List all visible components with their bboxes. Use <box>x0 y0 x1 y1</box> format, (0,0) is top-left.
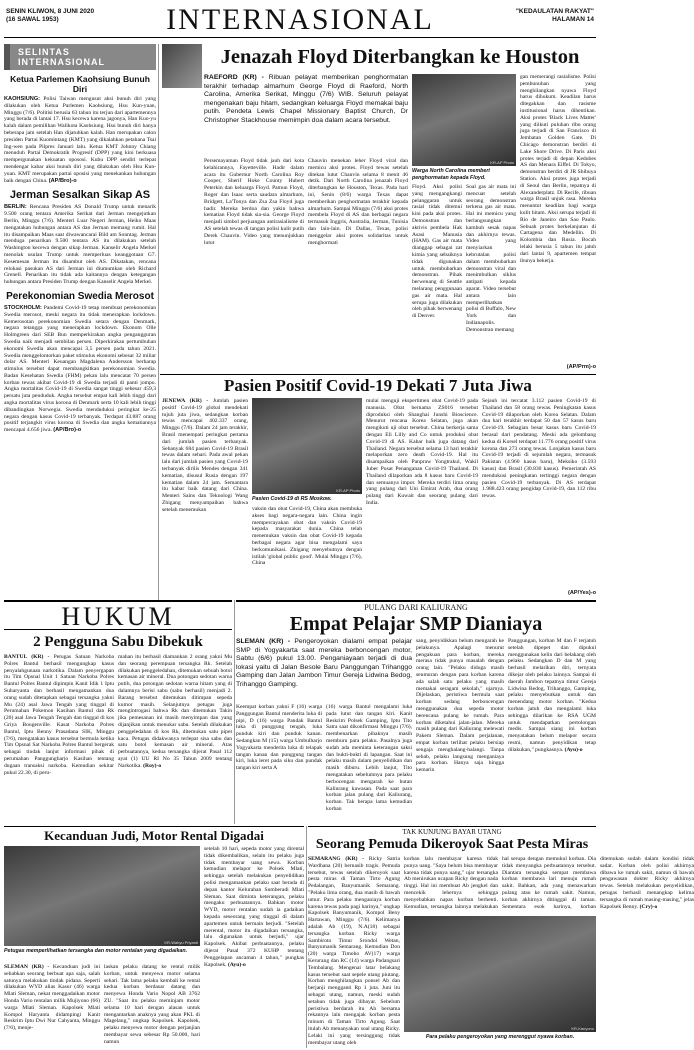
floyd-col-5: gan memerangi rasialisme. Polisi pembunuhan yang menghilangkan nyawa Floyd harus dihukum. Keadilan harus ditegakkan dan rasisme institusional harus dihentikan. Aksi protes 'Black Lives Matter' yang diikuti puluhan ribu orang juga terjadi di San Francisco di Jembatan Golden Gate. Di Chicago demonstran berdiri di Lake Shore Drive. Di Paris aksi protes terjadi di depan Kedubes AS dan Menara Eiffel. Di Tokyo, demonstran berdiri di JR Shibuya Station. Aksi protes juga terjadi di Seoul dan Berlin, tepatnya di Alexanderplatz. Di Recife, ribuan warga Brasil unjuk rasa. Mereka menuntut keadilan bagi warga kulit hitam. Aksi serupa terjadi di Rio de Janeiro dan Sao Paulo. Sebuah protes berkelanjutan di Cartagena dan Medellin. Di Kolombia dan Rusia. Bocah lelaki berusia 5 tahun itu jatuh dari lantai 9, apartemen tempat ibunya bekerja. <box>520 74 596 264</box>
miras-col-1: SEMARANG (KR) - Ricky Satria Wardhana (20) bernasib tragis. Pemuda tersebut, tewas setelah dikeroyok saat pesta miras di Taman Tirto Agung Pedalangan, Banyumanik Semarang. "Pelaku lima orang, dua masih di bawah umur. Para pelaku menganiaya korban karena tewas pada pagi harinya," ungkap Kapolsek Banyumanik, Kompol Beny Hartawan, Minggu (7/6). Kelimanya adalah Ab (19), N.A(18) sebagai tersangka korban Ricky warga Sambiroto Timur Srondol Wetan, Banyumanik Semarang. Kemudian Don (20) warga Timoho AV(17) warga Kerurang dan RC (14) warga Padangsari Tembalang. Mengenai latar belakang kasus tersebut saat sepele utang piutang. Korban menghilangkan ponsel Ab dan berjanji mengganti Rp 1 juta. Juni itu sebagai utang, namun, meski sudah setahun tidak juga dibayar. Sebelum peristiwa berdarah itu Ab bersama rekannya lain mengajak korban pesta minum di Taman Tirto Agung. Saat itulah Ab menanyakan soal utang Ricky. Lelaki ini yang tersinggung tidak membayar utang oleh <box>308 856 400 1046</box>
floyd-thumb-photo <box>162 44 202 88</box>
miras-headline: Seorang Pemuda Dikeroyok Saat Pesta Miras <box>315 837 589 852</box>
column-rule <box>158 44 159 600</box>
selintas-label: SELINTAS INTERNASIONAL <box>18 47 105 67</box>
covid-photo <box>252 398 362 494</box>
judi-caption: Petugas memperlihatkan tersangka dan motor rentalan yang digadaikan. <box>4 948 188 954</box>
smp-col-4: Panggungan, korban M dan F terjatuh setelah dipepet dan dipukul menggunakan kelin dari belakang oleh pelaku. Sedangkan D dan M yang berhasil melarikan diri, ternyata dikejar oleh pelaku lainnya. Sampai di daerah Jambon tepatnya timur Gereja Lidwina Bedog, Trihanggo, Gamping, pelaku menyebutkan untuk dan menendang motor korban. "Kedua korban jatuh dan mengalami luka sehingga dilarikan ke RSA UGM untuk mendapatkan pertolongan medis. Sampai siang ini korban menyatakan belum melapor secara resmi, namun penyidikan tetap dilakukan," pungkasnya. (Ayu)-o <box>508 638 596 753</box>
selintas-sidebar <box>4 44 156 600</box>
floyd-col-4: Soal gas air mata ini mencuat setelah seorang demonstran terkena gas air mata. Hal ini memicu yang berlangsungkan kambuh sesak napas dan akhirnya tewas. Video yang menyiarkan kebrutalan polisi dalam membubarkan demonstran viral dan menimbulkan siklus antipati kepada aparat. Video tersebut antara lain memperlihatkan polisi di Buffalo, New York dan Indianapolis. Demonstran memang <box>466 184 516 333</box>
floyd-headline: Jenazah Floyd Diterbangkan ke Houston <box>220 46 580 68</box>
issue-date: SENIN KLIWON, 8 JUNI 2020 (16 SAWAL 1953) <box>6 8 95 23</box>
judi-headline: Kecanduan Judi, Motor Rental Digadai <box>4 826 304 845</box>
selintas-banner <box>4 44 156 70</box>
sabu-col-2: mahan itu berhasil diamankan 2 orang yakni Mu dan seorang perempuan tersangka Rk. Setelah dilakukan penggeledahan, ditemukan sebuah botol kemasan air mineral. Dua potongan sedotan warna putih, dua potongan sedotan warna hitam yang di dalamnya berisi sabu (sabu berhasil) menjadi 2. Barang tersebut ditemukan ditimpan sepeda kumor masih. Selanjutnya petugas juga mengintrogasi bahwa Rk dan ditemukan Takin jika pemesanan ini masih menyimpan dan yang dijanjikan untuk menukar sabu. Setelah dilakukan penggeledahan di kos Rk, ditemukan satu pipet kaca. Petugas didakwanya terlepat sisa sabu dan satu botol kemasan air mineral. Atas perbuatannya, kedua tersangka dijerat Pasal 112 ayat (1) UU RI No 35 Tahun 2009 tentang Narkotika. (Roy)-o <box>118 654 232 769</box>
paper-info: "KEDAULATAN RAKYAT" HALAMAN 14 <box>515 8 594 23</box>
column-rule <box>306 826 307 1048</box>
judi-photo <box>4 846 200 946</box>
photo-credit: KR-AP Photo <box>490 160 514 165</box>
smp-col-3: sang, penyidikkan belum mengarah ke pelakunya. Apalagi menurut pengakuan para korban, mereka merasa tidak punya masalah dengan orang lain. "Pelaku diduga masih seumuran dengan para korban karena ada salah satu pelaku yang masih memakai seragam sekolah," ujarnya. Dijelaskan, peristiwa bermula saat korban sedang berboncengan menggunakan dua sepeda motor berencana pulang ke rumah. Para korban diketahui jalan-jalan. Mereka masih pulang dari Kaliurang melewati Pakem Sleman. Dalam perjalanan, empat korban terlihat pelaku bersiap sengaja menghalang-halangi. Tanpa sebab, pelaku langsung menganiaya para korban. Hanya saja hingga kemarin <box>416 638 504 774</box>
covid-col-2: vaksin dan obat Covid-19, China akan membuka akses bagi negara-negara lain. China ingin mempercayakan obat dan vaksin Covid-19 kepada masyarakat dunia. China telah menemukan vaksin dan obat Covid-19 kepada berbagai negara agar bisa mengalami saya berkomunikasi. Zhigang menyebutnya dengan istilah 'global public good'. Mulai Minggu (7/6), China <box>252 506 362 567</box>
smp-col-2: (16) warga Bantul mengalami luka pada lutut dan tangan kiri. Kanit Reskrim Polsek Gamping, Iptu Tito Satra saat dikonfirmasi Minggu (7/6), membenarkan pihaknya masih memburu para pelaku. Pasalnya juga sudah ada meminta keterangan saksi dan bukti-bukti di lapangan. Saat ini pelaku masih dalam penyelidikan dan masih diburu. Lebih lanjut, Tito mengatakan sebelumnya para pelaku berbocengan mengarah ke hutan Kaliurang kawasan. Pada saat para korban jalan pulang dari Kaliurang, korban. Tak berapa lama kemudian korban <box>326 704 412 812</box>
smp-lead: SLEMAN (KR) - Pengeroyokan dialami empat pelajar SMP di Yogyakarta saat mereka berboncengan motor, Sabtu (6/6) pukul 13.00. Penganiayaan terjadi di dua lokasi yaitu di Jalan Besole Baru Panggungan Trihanggo Gamping dan Jalan Jambon Timur Gereja Lidwina Bedog, Trihanggo Gamping. <box>236 638 412 688</box>
hukum-section-title: HUKUM <box>4 600 232 630</box>
smp-headline: Empat Pelajar SMP Dianiaya <box>289 613 543 635</box>
covid-col-4: Sejauh ini tercatat 3.112 pasien Covid-19 di Thailand dan 58 orang tewas. Peningkatan kasus Covid-19 dilaporkan oleh Korea Selatan. Dalam dua hari terakhir terdapat 50 dan 57 kasus baru Covid-19. Sebagian besar kasus baru Covid-19 berasal dari pendatang. Meski ada gelombang kedua di Korsel terdapat 11.776 orang positif virus korona dan 273 orang tewas. Lonjakan kasus baru Covid-19 terjadi di sejumlah negara, termasuk Pakistan (4.960 kasus baru), Meksiko (3.593 kasus) dan Brasil (30.830 kasus). Pemerintah AS mendukusi peningkatan tertinggi negara dengan pasien Covid-19 terbanyak. Di AS terdapat 1.988.423 orang pengidap Covid-19, dan 112 ribu tewas. <box>482 398 596 500</box>
miras-kicker: TAK KUNJUNG BAYAR UTANG <box>308 826 596 837</box>
covid-col-1: JENEWA (KR) - Jumlah pasien positif Covid-19 global mendekati tujuh juta jiwa, sedangkan korban tewas mencapai 402.337 orang, Minggu (7/6). Dalam 24 jam terakhir, Brasil menempati peringkat pertama dari jumlah pasien terbanyak. Sebanyak 684 pasien Covid-19 Brasil tewas dalam sehari. Pada awal pekan lalu dari jumlah pasien yang Covid-19 terbanyak dirilis Mendes dengan 341 kematian, disusul Rusia dengan 197 kematian dalam 24 jam. Semantara itu kabar baik datang dari China. Menteri Sains dan Teknologi Wang Zhigang menyampaikan bahwa setelah menemukan <box>162 398 248 513</box>
brief-body: STOCKHOLM: Pandemi Covid-19 tetap membuat perekonomian Swedia merosot, meski negara itu tidak menerapkan lockdown. Kemerosotan perekonomian Swedia setara dengan Denmark, negara tetangga yang menerapkan lockdown. Ekonom Olle Holmgreen dari SEB Bun memperkirakan angka pengangguran Swedia naik menjadi sembilan persen. Diperkirakan pertumbuhan ekonomi Swedia akan mencapai 3,5 persen pada tahun 2021. Swedia menggelontorkan paket stimulus ekonomi sebesar 32 miliar dolar AS. Menteri Keuangan Magdalena Andersson berharap stimulus tersebut dapat membangkitkan perekonomian Swedia. Badan Kesehatan Swedia (FHM) pekan lalu mencatat 70 persen korban tewas akibat Covid-19 di Swedia terjadi di panti jompo. Angka mortalitas Covid-19 di Swedia sangat tinggi sebesar 459,3 persatu juta penduduk. Angka tersebut empat kali lebih tinggi dari angka mortalitas virus korona di Denmark serta 10 kali lebih tinggi dibandingkan Norwegia. Swedia mendudukui peringkat ke-25 negara dengan kasus Covid-19 terbanyak. Terdapat 43.887 orang positif terjangkit virus korona di Swedia dan angka kematiannya mencapai 4.656 jiwa. (AP/Bro)-o <box>4 304 156 434</box>
miras-photo <box>404 916 596 1032</box>
smp-kicker: PULANG DARI KALIURANG <box>236 600 596 613</box>
column-rule <box>234 600 235 824</box>
section-title: INTERNASIONAL <box>166 3 434 36</box>
brief-title: Perekonomian Swedia Merosot <box>6 290 154 302</box>
floyd-col-3: Floyd. Aksi polisi yang mengangkangi pelanggaran untuk rasial tidak ditemui kini pada aksi protes. Demonstran dan aktivis pembela Hak Asasi Manusia (HAM). Gas air mata dianggap sebagai zat kimia yang sebaiknya tidak digunakan untuk membubarkan demonstran. Pihak berwenang di Seattle melarang penggunaan gas air mata. Hal serupa juga dilakukan oleh pihak berwenang di Denver. <box>412 184 462 320</box>
floyd-col-1: Persemayaman Floyd tidak jauh dari kota kelahirannya, Fayetteville. Hadir dalam acara itu Gubernur North Carolina Roy Cooper, Sherif Hoke County Hubert Peterkin dan keluarga Floyd. Pamun Floyd, Roger dan Isaac serta saudara almarhum, Bridgett, La'Tonya dan Zsa Zsa Floyd juga hadir. Mereka berdoa dan yakin bahwa kematian Floyd tidak sia-sia. George Floyd menjadi simbol perjuangan antirasialisme di AS setelah tewas di tangan polisi kulit putih Derek Chauvin. Video yang menunjukkan lutut <box>204 158 304 246</box>
sabu-headline: 2 Pengguna Sabu Dibekuk <box>33 634 203 650</box>
smp-col-1: Keempat korban yakni F (16) warga Panggungan Bantul menderita luka di pipi, D (16) warga Pandak Bantul luka di punggung tengah, luka punduk kiri dan punduk kanan. Sedangkan M (15) warga Umbulharjo Yogyakarta menderita luka di telapak tangan kanan dan punggung tangan kiri, luka leret pada siku dan pundak tangan kiri serta A <box>236 704 322 772</box>
floyd-caption: Warga North Carolina memberi penghormatan kepada Floyd. <box>412 168 490 181</box>
covid-col-3: mulai menguji ekspertimen obat Covid-19 pada manusia. Obat bernama ZS016 tersebut diproduksi oleh Shanghai Junshi Bioscience. Menurut rencana Korea Selatan, juga akan mengikuti uji obat tersebut. China berkerja sama dengan Eli Lilly and Co untuk produksi obat Covid-19 di AS. Kabar baik juga datang dari Thailand. Negara tersebut selama 13 hari terakhir melaporkan zero death Covid-19. Hal itu disampaikan oleh Panpraw Yongtrakul, Wakil Juber Pusat Penanganan Covid-19 Thailand. Di Thailand dilaporkan ada 8 kasus baru Covid-19 dan semuanya impor. Mereka terdiri lima orang yang pulang dari Uni Emirat Arab, dua orang pulang dari Kuwait dan seorang pulang dari India. <box>366 398 478 506</box>
judi-col-3: setelah 10 hari, sepeda motor yang dirental tidak dikembalikan, selain itu pelaku juga tidak membayar uang sewa. Korban kemudian melapor ke Polsek Mlati, sehingga setelah melakukan penyelidikan polisi mengamankan pelaku saat berada di depan kantor Kelurahan Sumberadi Mlati Sleman. Saat diminta keterangan, pelaku mengaku perbuatannya. Bahkan motor WYD, motor rentalan sudah ia gadaikan kepada seseorang yang tinggal di dalam apartemen untuk bermain berjudi. "Setelah merental, motor itu digadaikan tersangka, lalu digunakan untuk berjudi," ujar Kapolsek. Akibat perbuatannya, pelaku dijerat Pasal 372 KUHP tentang Penggelapan ancaman 4 tahun," pungkas Kapolsek. (Ayu)-o <box>204 846 304 968</box>
judi-col-1: SLEMAN (KR) - Kecanduan judi ini sebabkan seorang berbuat apa saja, salah satunya melakukan tindak pidana. Seperti dilakukan WYD alias Kasur (46) warga Mlati Sleman, nekat menggadaikan motor Honda Vario rentalan milik Mujiyono (66) warga Mlati Sleman. Kapolsek Mlati Kompol Haryanta didampingi Kanit Reskrim Iptu Dwi Nur Cahyanta, Minggu (7/6), menje- <box>4 964 100 1032</box>
photo-credit: KR-AP Photo <box>336 488 360 493</box>
floyd-lead: RAEFORD (KR) - Ribuan pelayat memberikan penghormatan terakhir terhadap almarhum George Floyd di Raeford, North Carolina, Amerika Serikat, Minggu (7/6) WIB. Seluruh pelayat mengenakan baju hitam, sedangkan keluarga Floyd memakai baju putih. Pendeta Lewis Chapel Missionary Baptist Church, Dr Christopher Stackhouse memimpin doa dalam acara tersebut. <box>204 74 409 124</box>
brief-title: Ketua Parlemen Kaohsiung Bunuh Diri <box>10 74 150 94</box>
brief-body: BERLIN: Rencana Presiden AS Donald Trump untuk menarik 9.500 orang tentara Amerika Serikat dari Jerman mengejutkan Berlin, Minggu (7/6). Menteri Luar Negeri Jerman, Heiko Maas mengatakan hubungan antara AS dan Jerman memang rumit. Hal itu disampaikan Maas saat diwawancarai Bild am Sonntag. Jerman menduga penarikan 9.500 tentara AS itu dilakukan setelah Washington kecewa dengan sikap Jerman. Kanselir Angela Merkel menolak usulan Trump untuk memperluas keanggotaan G7. Kesemesan Jerman itu disambut oleh AS. Dikatakan, rencana relokasi pasukan AS dari Jerman ini diumumkan oleh Richard Grenell. Penarikan itu tidak ada kaitannya dengan ketegangan hubungan antara Presiden Trump dengan Kanselir Angela Merkel. <box>4 204 156 286</box>
floyd-col-2: Chauvin menekan leher Floyd viral dan memicu aksi protes. Floyd tewas setelah ditekan lutut Chauvin selama 8 menit 46 detik. Dari North Carolina jenazah Floyd diterbangkan ke Houston, Texas. Pada hari ini, Senin (8/6) warga Texas dapat memberikan penghormatan terakhir kepada almarhum. Sampai Minggu (7/6) aksi protes membela Floyd di AS dan berbagai negara termasuk Inggris, Australia, Jerman, Tunisia dan lain-lain. Di Dallas, Texas, polisi menggelar aksi protes solidaritas untuk menghormati <box>308 158 408 246</box>
brief-body: KAOHSIUNG: Polisi Taiwan mengusut aksi bunuh diri yang dilakukan oleh Ketua Parlemen Kaohsiung, Hsu Kun-yuan, Minggu (7/6). Politisi berusia 63 tahun itu terjun dari apartemennya yang berada di lantai 17. Hsu kecewa karena jagonya, Han Kuo-yu kalah dalam pemilihan Walikota Kaohsiung. Hsu bunuh diri hanya beberapa jam setelah Han dijatuhkan kalah. Han merupakan calon presiden Partai Kuomintang (KMT) yang dikalahkan petahana Tsai Ing-wen pada Pilpres Januari lalu. Ketua KMT Johnny Chiang menuduh Partai Demokratik Progresif (DPP) yang kini berkuasa mempergunakan kekuatan opososi. Kubu DPP sendiri terlepat mendengar kabar aksi bunuh diri yang dilakukan oleh Hsu Kun-yuan. KMT merupakan partai oposisi yang menekankan hubungan baik dengan China. (AP/Bro)-o <box>4 96 156 184</box>
brief-title: Jerman Sesalkan Sikap AS <box>9 189 151 202</box>
masthead <box>4 4 596 38</box>
covid-byline: (AP/Yes)-o <box>568 590 596 596</box>
photo-credit: KR-Kanyono <box>571 1026 594 1031</box>
photo-credit: KR-Wahyu Priyanti <box>164 940 198 945</box>
covid-headline: Pasien Positif Covid-19 Dekati 7 Juta Jiwa <box>160 374 596 397</box>
sabu-col-1: BANTUL (KR) - Petugas Satuan Narkoba Polres Bantul berhasil mengungkap kasus penyalahgunaan narkotika. Dalam penyergapan itu Tim Opsnal Unit 1 Satuan Narkoba Polres Bantul Polres Bantul dipimpin Kanit Idik 1 Iptu Suharyanta dan berhasil mengamankan dua orang sudah ditetapkan sebagai tersangka yakni Mu (24) asal Jawa Tengah yang tinggal di Perumahan Pokemon Kasihan Bantul dan Rk (20) asal Jawa Tengah Tengah dan tinggal di kos Griya Bougenville. Kasat Narkoba Polres Bantul, Iptu Benny Prasadana SIK, Minggu (7/6), mengatakan kasus tersebut bermula ketika Tim Opsnal Sat Narkoba Polres Bantul bergerak sebagai tindak lanjut informasi pihak di perumahan Panggungharjo Kasihan tentang dugaan transaksi narkoba. Kemudian sekitar pukul 22.30, di peru- <box>4 654 115 776</box>
judi-col-2: laskan pelaku datang ke rental milik korban, untuk menyewa motor selama sehari. Tak lama pelaku kembali ke rental kedua korban berdasar datang dan menyewa Honda Vario Nopol AB 3762 ZU. "Saat itu pelaku meminjam motor selama 10 hari dengan alasan untuk mengantarkan anaknya yang akan PKL di Magelang," ungkap Kapolsek. Kapolsek, pelaku menyewa motor dengan perjanjian membayar sewa sebesar Rp 50.000, hari namun <box>104 964 200 1045</box>
miras-caption: Para pelaku pengeroyokan yang merenggut nyawa korban. <box>425 1034 575 1040</box>
covid-caption: Pasien Covid-19 di RS Moskow. <box>252 496 332 502</box>
floyd-byline: (AP/Prm)-o <box>566 364 596 370</box>
floyd-photo <box>412 74 516 166</box>
miras-col-2: korban lalu membayar karena tidak punya uang. "Saya belum bisa membayar karena tidak punya uang," ujar tersangka Ab menirukan ucapan Ricky dengan nada tinggi. Hal ini membuat Ab jengkel dan mencekik lehernya sehingga menyebabkan napas korban berhenti. Kemudian, tersangka lainnya melakukan hal serupa dengan memukul korban. Dia tidak menyangka perbuatannya tersebut. Diantara tersangka sempat membawa korban membawa lari menuju rumah sakit. Bahkan, ada yang menawarkan pulang atau ke rumah sakit. Namun, korban akhirnya ditinggal di taman. Sementara esok harinya, korban ditemukan sudah dalam kondisi tidak sadar. Korban oleh polisi akhirnya dibawa ke rumah sakit, namun di bawah pengawasan dokter Ricky akhirnya tewas. Setelah melakukan penyelidikan, petugas berhasil menangkap kelima tersangka di rumah masing-masing," jelas Kapolsek Benny. (Cry)-o <box>404 856 694 910</box>
